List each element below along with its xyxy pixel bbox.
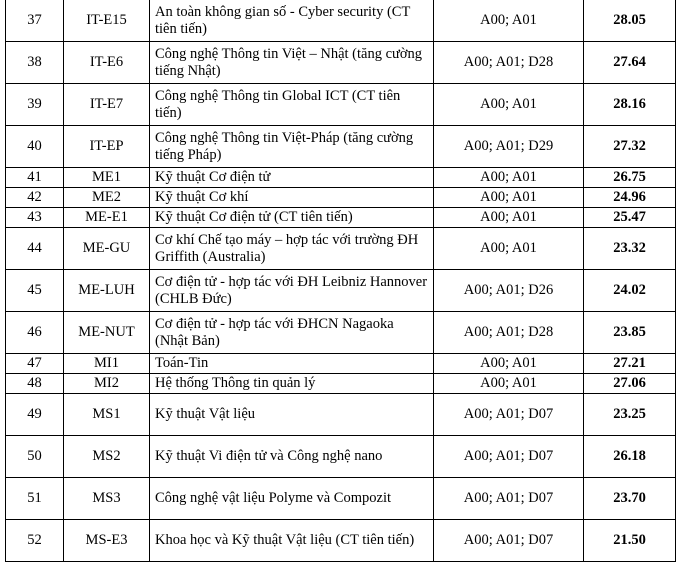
program-code: MI2	[64, 374, 150, 394]
subject-blocks: A00; A01; D07	[434, 394, 584, 436]
table-row	[6, 394, 676, 436]
program-code: IT-E7	[64, 84, 150, 126]
table-row	[6, 0, 676, 42]
table-row	[6, 42, 676, 84]
row-number: 37	[6, 0, 64, 42]
cutoff-score: 23.25	[584, 394, 676, 436]
program-code: ME-E1	[64, 208, 150, 228]
table-row	[6, 168, 676, 188]
subject-blocks: A00; A01	[434, 374, 584, 394]
cutoff-score: 28.05	[584, 0, 676, 42]
row-number: 50	[6, 436, 64, 478]
row-number: 38	[6, 42, 64, 84]
table-row	[6, 188, 676, 208]
subject-blocks: A00; A01	[434, 84, 584, 126]
subject-blocks: A00; A01; D26	[434, 270, 584, 312]
cutoff-score: 26.75	[584, 168, 676, 188]
subject-blocks: A00; A01	[434, 168, 584, 188]
row-number: 39	[6, 84, 64, 126]
program-name: Kỹ thuật Cơ điện tử (CT tiên tiến)	[150, 208, 434, 228]
subject-blocks: A00; A01	[434, 228, 584, 270]
row-number: 40	[6, 126, 64, 168]
program-code: MS1	[64, 394, 150, 436]
row-number: 47	[6, 354, 64, 374]
program-name: Kỹ thuật Vật liệu	[150, 394, 434, 436]
subject-blocks: A00; A01; D28	[434, 312, 584, 354]
program-name: Công nghệ Thông tin Global ICT (CT tiên tiến)	[150, 84, 434, 126]
program-name: Kỹ thuật Cơ điện tử	[150, 168, 434, 188]
program-name: An toàn không gian số - Cyber security (CT tiên tiến)	[150, 0, 434, 42]
cutoff-score: 25.47	[584, 208, 676, 228]
table-row	[6, 208, 676, 228]
program-code: IT-EP	[64, 126, 150, 168]
table-row	[6, 354, 676, 374]
program-name: Khoa học và Kỹ thuật Vật liệu (CT tiên tiến)	[150, 520, 434, 562]
program-name: Toán-Tin	[150, 354, 434, 374]
cutoff-score: 27.06	[584, 374, 676, 394]
cutoff-score: 24.96	[584, 188, 676, 208]
row-number: 44	[6, 228, 64, 270]
program-name: Hệ thống Thông tin quản lý	[150, 374, 434, 394]
program-name: Công nghệ Thông tin Việt – Nhật (tăng cường tiếng Nhật)	[150, 42, 434, 84]
table-row	[6, 270, 676, 312]
subject-blocks: A00; A01	[434, 188, 584, 208]
cutoff-score: 28.16	[584, 84, 676, 126]
cutoff-score: 24.02	[584, 270, 676, 312]
table-row	[6, 84, 676, 126]
program-name: Công nghệ Thông tin Việt-Pháp (tăng cường tiếng Pháp)	[150, 126, 434, 168]
cutoff-score: 27.32	[584, 126, 676, 168]
row-number: 52	[6, 520, 64, 562]
program-code: ME1	[64, 168, 150, 188]
program-code: IT-E6	[64, 42, 150, 84]
subject-blocks: A00; A01	[434, 0, 584, 42]
subject-blocks: A00; A01	[434, 354, 584, 374]
row-number: 51	[6, 478, 64, 520]
table-row	[6, 374, 676, 394]
cutoff-score: 21.50	[584, 520, 676, 562]
subject-blocks: A00; A01; D28	[434, 42, 584, 84]
row-number: 46	[6, 312, 64, 354]
row-number: 42	[6, 188, 64, 208]
table-row	[6, 228, 676, 270]
table-row	[6, 436, 676, 478]
table-row	[6, 312, 676, 354]
subject-blocks: A00; A01; D07	[434, 520, 584, 562]
program-name: Công nghệ vật liệu Polyme và Compozit	[150, 478, 434, 520]
program-code: ME-NUT	[64, 312, 150, 354]
subject-blocks: A00; A01; D07	[434, 436, 584, 478]
row-number: 48	[6, 374, 64, 394]
program-name: Cơ khí Chế tạo máy – hợp tác với trường ĐH Griffith (Australia)	[150, 228, 434, 270]
table-row	[6, 520, 676, 562]
table-row	[6, 126, 676, 168]
program-name: Cơ điện tử - hợp tác với ĐH Leibniz Hannover (CHLB Đức)	[150, 270, 434, 312]
program-code: IT-E15	[64, 0, 150, 42]
program-code: MI1	[64, 354, 150, 374]
cutoff-score: 23.70	[584, 478, 676, 520]
program-code: ME-LUH	[64, 270, 150, 312]
cutoff-score: 23.85	[584, 312, 676, 354]
cutoff-score: 23.32	[584, 228, 676, 270]
row-number: 41	[6, 168, 64, 188]
program-name: Kỹ thuật Cơ khí	[150, 188, 434, 208]
subject-blocks: A00; A01	[434, 208, 584, 228]
row-number: 43	[6, 208, 64, 228]
program-code: ME2	[64, 188, 150, 208]
admission-scores-table	[5, 0, 676, 562]
cutoff-score: 26.18	[584, 436, 676, 478]
row-number: 45	[6, 270, 64, 312]
table-body	[6, 0, 676, 562]
table-row	[6, 478, 676, 520]
program-code: MS3	[64, 478, 150, 520]
program-name: Cơ điện tử - hợp tác với ĐHCN Nagaoka (Nhật Bản)	[150, 312, 434, 354]
subject-blocks: A00; A01; D07	[434, 478, 584, 520]
cutoff-score: 27.21	[584, 354, 676, 374]
program-code: MS2	[64, 436, 150, 478]
cutoff-score: 27.64	[584, 42, 676, 84]
program-code: ME-GU	[64, 228, 150, 270]
program-name: Kỹ thuật Vi điện tử và Công nghệ nano	[150, 436, 434, 478]
program-code: MS-E3	[64, 520, 150, 562]
subject-blocks: A00; A01; D29	[434, 126, 584, 168]
row-number: 49	[6, 394, 64, 436]
